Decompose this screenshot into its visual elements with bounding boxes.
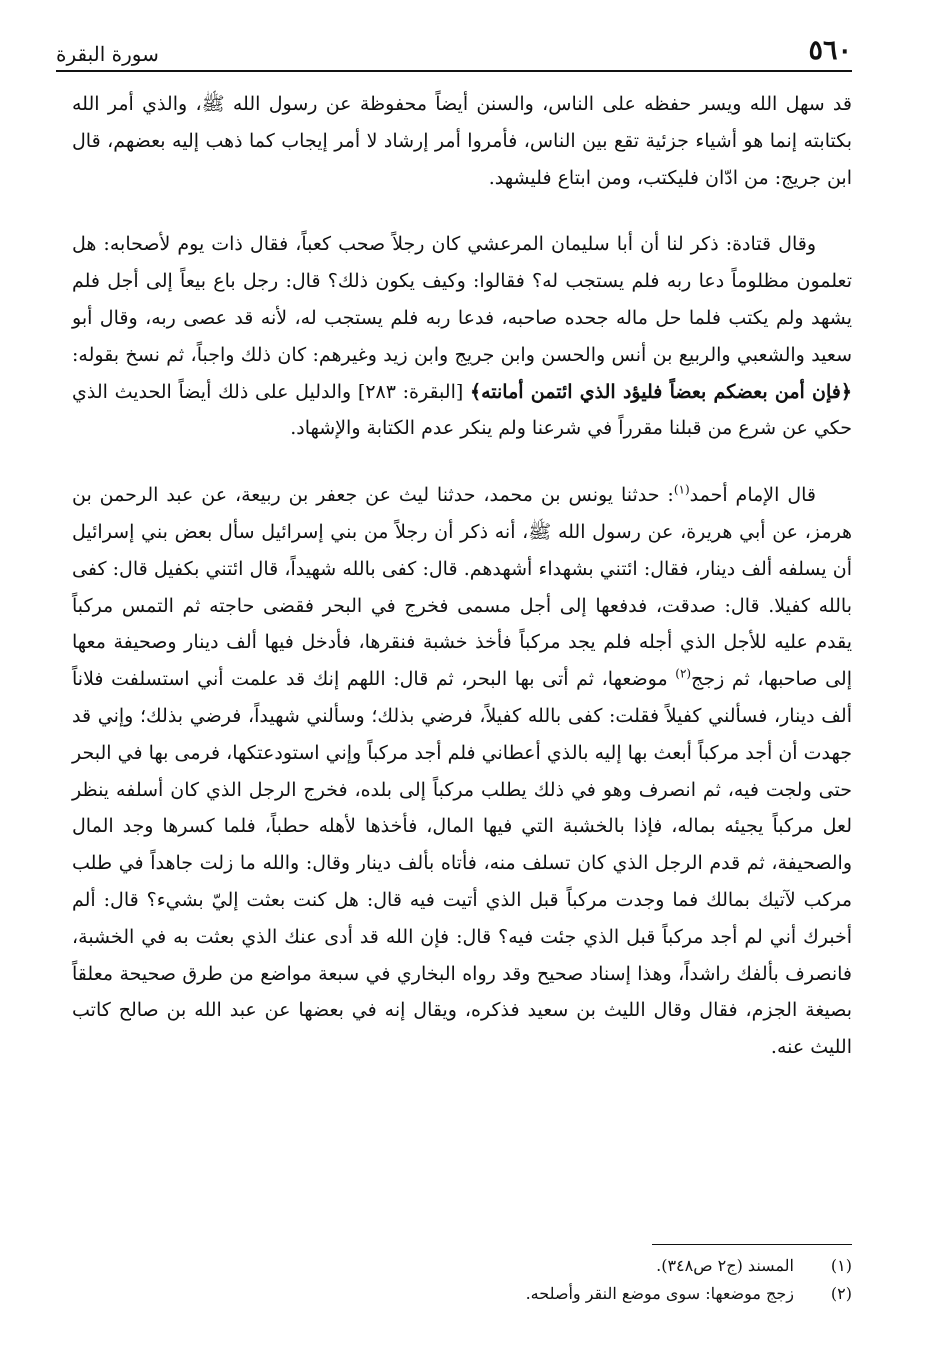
paragraph-gap — [72, 447, 852, 477]
footnote-text: المسند (ج٢ ص٣٤٨). — [656, 1256, 794, 1275]
footnote-item — [72, 1280, 852, 1308]
footnote-number: (١) — [830, 1256, 852, 1275]
footnote-item — [72, 1252, 852, 1280]
footnotes — [72, 1252, 852, 1308]
paragraph-text: وقال قتادة: ذكر لنا أن أبا سليمان المرعشي كان رجلاً صحب كعباً، فقال ذات يوم لأصحابه: هل تعلمون مظلوماً دعا ربه فلم يستجب له؟ فقالوا: وكيف يكون ذلك؟ قال: رجل باع بيعاً إلى أجل فلم يشهد ولم يكتب فلما حل ماله جحده صاحبه، فدعا ربه فلم يستجب له، لأنه قد عصى ربه، وقال أبو سعيد والشعبي والربيع بن أنس والحسن وابن جريج وابن زيد وغيرهم: كان ذلك واجباً، ثم نسخ بقوله: — [72, 233, 852, 366]
surah-name: سورة البقرة — [56, 42, 159, 66]
page-header — [56, 34, 852, 72]
footnote-ref[interactable]: (١) — [673, 482, 690, 497]
paragraph-text: [البقرة: ٢٨٣] والدليل على ذلك أيضاً الحديث الذي حكي عن شرع من قبلنا مقرراً في شرعنا ولم ينكر عدم الكتابة والإشهاد. — [72, 380, 852, 440]
paragraph-3 — [72, 477, 852, 1066]
body-text — [72, 86, 852, 1066]
paragraph-text: موضعها، ثم أتى بها البحر، ثم قال: اللهم إنك قد علمت أني استسلفت فلاناً ألف دينار، فسألني كفيلاً فقلت: كفى بالله كفيلاً، فرضي بذلك؛ وسألني شهيداً، فرضي بذلك؛ وإني قد جهدت أن أجد مركباً أبعث بها إليه بالذي أعطاني فلم أجد مركباً وإني استودعتكها، فرمى بها في البحر حتى ولجت فيه، ثم انصرف وهو في ذلك يطلب مركباً إلى بلده، فخرج الرجل الذي كان أسلفه ينظر لعل مركباً يجيئه بماله، فإذا بالخشبة التي فيها المال، فأخذها لأهله حطباً، فلما كسرها وجد المال والصحيفة، ثم قدم الرجل الذي كان تسلف منه، فأتاه بألف دينار وقال: والله ما زلت جاهداً في طلب مركب لآتيك بمالك فما وجدت مركباً قبل الذي أتيت فيه قال: هل كنت بعثت إليّ بشيء؟ قال: ألم أخبرك أني لم أجد مركباً قبل الذي جئت فيه؟ قال: فإن الله قد أدى عنك الذي بعثت به في الخشبة، فانصرف بألفك راشداً، وهذا إسناد صحيح وقد رواه البخاري في سبعة مواضع من طرق صحيحة معلقاً بصيغة الجزم، فقال وقال الليث بن سعيد فذكره، ويقال إنه في بعضها عن عبد الله بن صالح كاتب الليث عنه. — [72, 668, 852, 1059]
paragraph-2 — [72, 226, 852, 447]
footnote-text: زجج موضعها: سوى موضع النقر وأصلحه. — [525, 1284, 794, 1303]
paragraph-text: قال الإمام أحمد — [689, 484, 816, 507]
paragraph-text: : حدثنا يونس بن محمد، حدثنا ليث عن جعفر بن ربيعة، عن عبد الرحمن بن هرمز، عن أبي هريرة، عن رسول الله ﷺ، أنه ذكر أن رجلاً من بني إسرائيل سأل بعض بني إسرائيل أن يسلفه ألف دينار، فقال: ائتني بشهداء أشهدهم. قال: كفى بالله شهيداً، قال ائتني بكفيل قال: كفى بالله كفيلا. قال: صدقت، فدفعها إلى أجل مسمى فخرج في البحر فقضى حاجته ثم التمس مركباً يقدم عليه للأجل الذي أجله فلم يجد مركباً فأخذ خشبة فنقرها، فأدخل فيها ألف دينار وصحيفة معها إلى صاحبها، ثم زجج — [72, 484, 852, 691]
quran-verse: ﴿فإن أمن بعضكم بعضاً فليؤد الذي ائتمن أمانته﴾ — [469, 380, 852, 403]
footnote-divider — [652, 1244, 852, 1245]
footnote-ref[interactable]: (٢) — [675, 666, 692, 681]
page-number: ٥٦٠ — [808, 35, 852, 66]
paragraph-1 — [72, 86, 852, 196]
paragraph-gap — [72, 196, 852, 226]
footnote-number: (٢) — [830, 1284, 852, 1303]
paragraph-text: قد سهل الله ويسر حفظه على الناس، والسنن أيضاً محفوظة عن رسول الله ﷺ، والذي أمر الله بكتابته إنما هو أشياء جزئية تقع بين الناس، فأمروا أمر إرشاد لا أمر إيجاب كما ذهب إليه بعضهم، قال ابن جريج: من ادّان فليكتب، ومن ابتاع فليشهد. — [72, 93, 852, 189]
